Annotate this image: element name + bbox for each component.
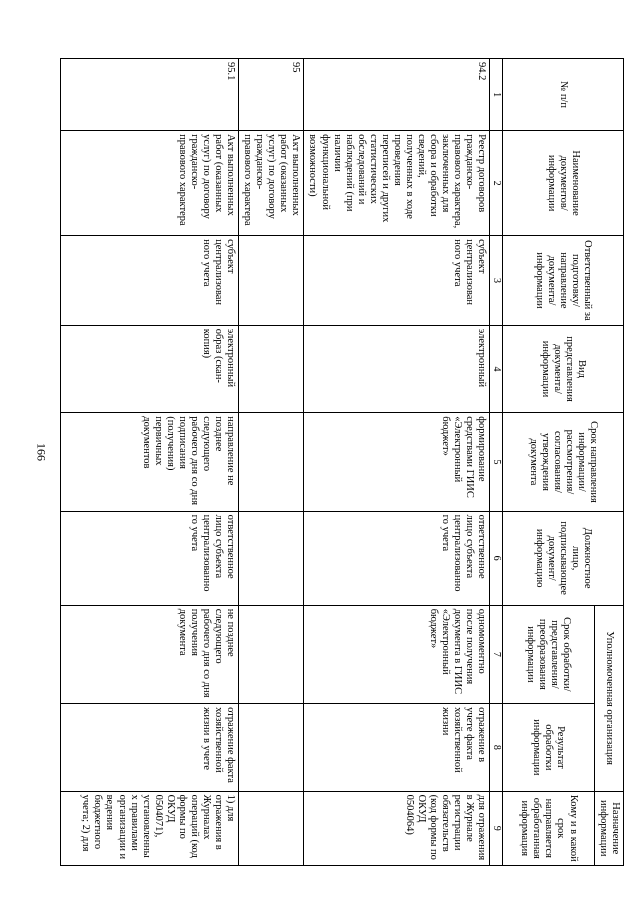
header-official: Должностное лицо, подписывающее документ/ информацию xyxy=(502,511,623,605)
cell-responsible: субъект централизован ного учета xyxy=(61,236,239,326)
cell-auth-deadline: одномоментно после получения документа в ГИИС «Электронный бюджет» xyxy=(304,605,490,703)
cell-form xyxy=(239,325,304,412)
procedures-table xyxy=(60,58,624,866)
header-name: Наименование документов/ информации xyxy=(502,131,623,236)
cell-auth-result: отражение факта хозяйственной жизни в учете xyxy=(61,704,239,791)
cell-auth-result: отражение в учете факта хозяйственной жизни xyxy=(304,704,490,791)
col-num: 6 xyxy=(490,511,503,605)
cell-deadline: направление не позднее следующего рабочего дня со дня подписания (получения) первичных документов xyxy=(61,413,239,511)
cell-deadline: формирование средствами ГИИС «Электронный бюджет» xyxy=(304,413,490,511)
cell-name: Акт выполненных работ (оказанных услуг) по договору гражданско-правового характера xyxy=(239,131,304,236)
col-num: 3 xyxy=(490,236,503,326)
cell-no: 95.1 xyxy=(61,59,239,131)
cell-responsible xyxy=(239,236,304,326)
table-row xyxy=(239,59,304,866)
header-purpose: Назначение информации xyxy=(594,791,623,865)
page-number: 166 xyxy=(34,443,49,461)
cell-name: Акт выполненных работ (оказанных услуг) по договору гражданско-правового характера xyxy=(61,131,239,236)
cell-official: ответственное лицо субъекта централизованно го учета xyxy=(61,511,239,605)
cell-purpose: 1) для отражения в Журналах операций (код формы по ОКУД 0504071), установленных правилами организации и ведения бюджетного учета; 2) для xyxy=(61,791,239,865)
header-row-1 xyxy=(594,59,623,866)
table-container xyxy=(68,58,624,866)
cell-form: электронный xyxy=(304,325,490,412)
rotated-table-frame xyxy=(68,58,624,866)
table-row xyxy=(61,59,239,866)
cell-auth-deadline xyxy=(239,605,304,703)
col-num: 4 xyxy=(490,325,503,412)
cell-no: 94.2 xyxy=(304,59,490,131)
cell-official: ответственное лицо субъекта централизованно го учета xyxy=(304,511,490,605)
cell-purpose xyxy=(239,791,304,865)
cell-auth-result xyxy=(239,704,304,791)
col-num: 1 xyxy=(490,59,503,131)
cell-responsible: субъект централизован ного учета xyxy=(304,236,490,326)
cell-no: 95 xyxy=(239,59,304,131)
table-row xyxy=(304,59,490,866)
cell-deadline xyxy=(239,413,304,511)
column-number-row xyxy=(490,59,503,866)
cell-official xyxy=(239,511,304,605)
cell-purpose: для отражения в Журнале регистрации обязательств (код формы по ОКУД 0504064) xyxy=(304,791,490,865)
header-purpose-sub: Кому и в какой срок направляется обработанная информация xyxy=(502,791,594,865)
col-num: 7 xyxy=(490,605,503,703)
header-no: № п/п xyxy=(502,59,623,131)
header-auth-result: Результат обработки информации xyxy=(502,704,594,791)
header-deadline: Срок направления информации/ рассмотрения/ согласования/ утверждения документа xyxy=(502,413,623,511)
header-authorized-org: Уполномоченная организация xyxy=(594,605,623,791)
col-num: 8 xyxy=(490,704,503,791)
cell-auth-deadline: не позднее следующего рабочего дня со дня получения документа xyxy=(61,605,239,703)
header-form: Вид представления документа/ информации xyxy=(502,325,623,412)
header-auth-deadline: Срок обработки/ представления/ преобразования информации xyxy=(502,605,594,703)
col-num: 2 xyxy=(490,131,503,236)
cell-name: Реестр договоров гражданско-правового характера, заключенных для сбора и обработки сведений, полученных в ходе проведения переписей и других статистических обследований и наблюдений (при наличии функциональной возможности) xyxy=(304,131,490,236)
col-num: 5 xyxy=(490,413,503,511)
cell-form: электронный образ (скан-копия) xyxy=(61,325,239,412)
col-num: 9 xyxy=(490,791,503,865)
header-responsible: Ответственный за подготовку/ направление документа/ информации xyxy=(502,236,623,326)
